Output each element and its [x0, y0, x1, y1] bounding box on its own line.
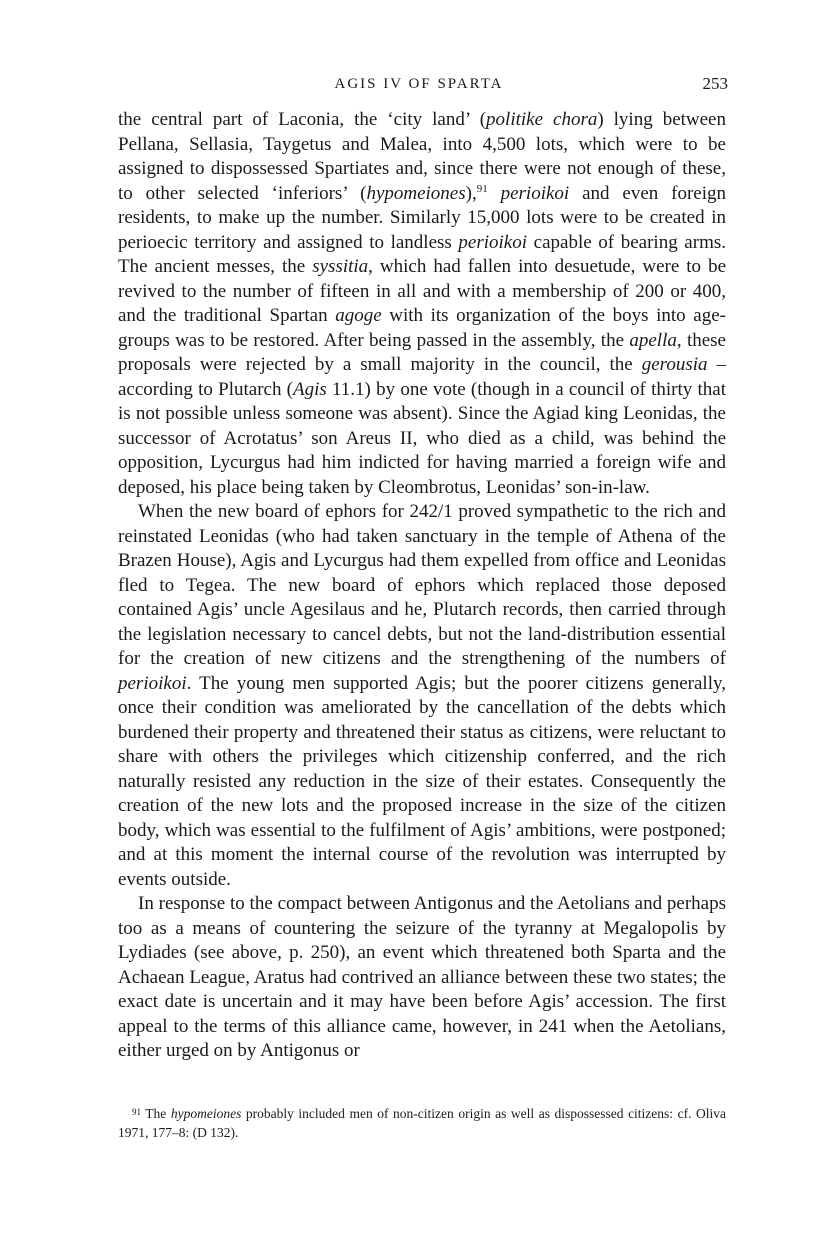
italic-term: hypomeiones	[170, 1106, 242, 1121]
text-run: The	[141, 1106, 171, 1121]
text-run: – according to Plutarch (	[118, 354, 726, 400]
paragraph	[118, 500, 726, 892]
italic-term: politike chora	[486, 109, 598, 130]
footnote-text	[118, 1104, 726, 1142]
italic-term: Agis	[293, 378, 327, 400]
text-run: the central part of Laconia, the ‘city land’ (	[118, 109, 487, 130]
text-run	[488, 183, 501, 204]
text-run: When the new board of ephors for 242/1 proved sympathetic to the rich and reinstated Leonidas (who had taken sanctuary in the temple of Athena of the Brazen House), Agis and Lycurgus had them expelled from office and Leonidas fled to Tegea. The new board of ephors which replaced those deposed contained Agis’ uncle Agesilaus and he, Plutarch records, then carried through the legislation necessary to cancel debts, but not the land-distribution essential for the creation of new citizens and the strengthening of the numbers of	[118, 501, 726, 669]
text-run: and even foreign residents, to make up the number. Similarly 15,000 lots were to be created in perioecic territory and assigned to landless	[118, 182, 726, 253]
running-head-title: AGIS IV OF SPARTA	[334, 76, 504, 92]
text-run: 11.1) by one vote (though in a council of thirty that is not possible unless someone was absent). Since the Agiad king Leonidas, the successor of Acrotatus’ son Areus II, who died as a child, was behind the opposition, Lycurgus had him indicted for having married a foreign wife and deposed, his place being taken by Cleombrotus, Leonidas’ son-in-law.	[118, 378, 726, 498]
footnote-marker: 91	[476, 182, 488, 195]
text-run: ),	[465, 182, 477, 204]
page-number: 253	[702, 74, 728, 93]
italic-term: agoge	[335, 305, 382, 326]
italic-term: perioikoi	[458, 231, 528, 253]
italic-term: perioikoi	[500, 182, 570, 204]
paragraph	[118, 892, 726, 1064]
text-run: capable of bearing arms. The ancient messes, the	[118, 231, 726, 277]
italic-term: gerousia	[641, 354, 708, 375]
footnote-marker: 91	[132, 1107, 141, 1117]
text-run: . The young men supported Agis; but the poorer citizens generally, once their condition was ameliorated by the cancellation of the debts which burdened their property and threatened their status as citizens, were reluctant to share with others the privileges which citizenship conferred, and the rich naturally resisted any reduction in the size of their estates. Consequently the creation of the new lots and the proposed increase in the size of the citizen body, which was essential to the fulfilment of Agis’ ambitions, were postponed; and at this moment the internal course of the revolution was interrupted by events outside.	[118, 672, 726, 890]
text-run: with its organization of the boys into age-groups was to be restored. After being passed in the assembly, the	[118, 305, 726, 351]
italic-term: hypomeiones	[366, 182, 466, 204]
text-run: probably included men of non-citizen origin as well as dispossessed citizens: cf. Oliva 1971, 177–8: (D 132).	[118, 1106, 727, 1140]
text-run: ) lying between Pellana, Sellasia, Taygetus and Malea, into 4,500 lots, which were to be assigned to dispossessed Spartiates and, since there were not enough of these, to other selected ‘inferiors’ (	[118, 109, 726, 204]
body-text	[118, 108, 726, 1064]
italic-term: syssitia	[312, 256, 369, 277]
footnote	[118, 1104, 726, 1142]
italic-term: apella	[629, 329, 677, 351]
italic-term: perioikoi	[118, 672, 187, 694]
text-run: , which had fallen into desuetude, were to be revived to the number of fifteen in all and with a membership of 200 or 400, and the traditional Spartan	[118, 256, 726, 326]
text-run: In response to the compact between Antigonus and the Aetolians and perhaps too as a means of countering the seizure of the tyranny at Megalopolis by Lydiades (see above, p. 250), an event which threatened both Sparta and the Achaean League, Aratus had contrived an alliance between these two states; the exact date is uncertain and it may have been before Agis’ accession. The first appeal to the terms of this alliance came, however, in 241 when the Aetolians, either urged on by Antigonus or	[118, 893, 726, 1061]
text-run: , these proposals were rejected by a small majority in the council, the	[118, 329, 726, 375]
paragraph	[118, 108, 726, 500]
